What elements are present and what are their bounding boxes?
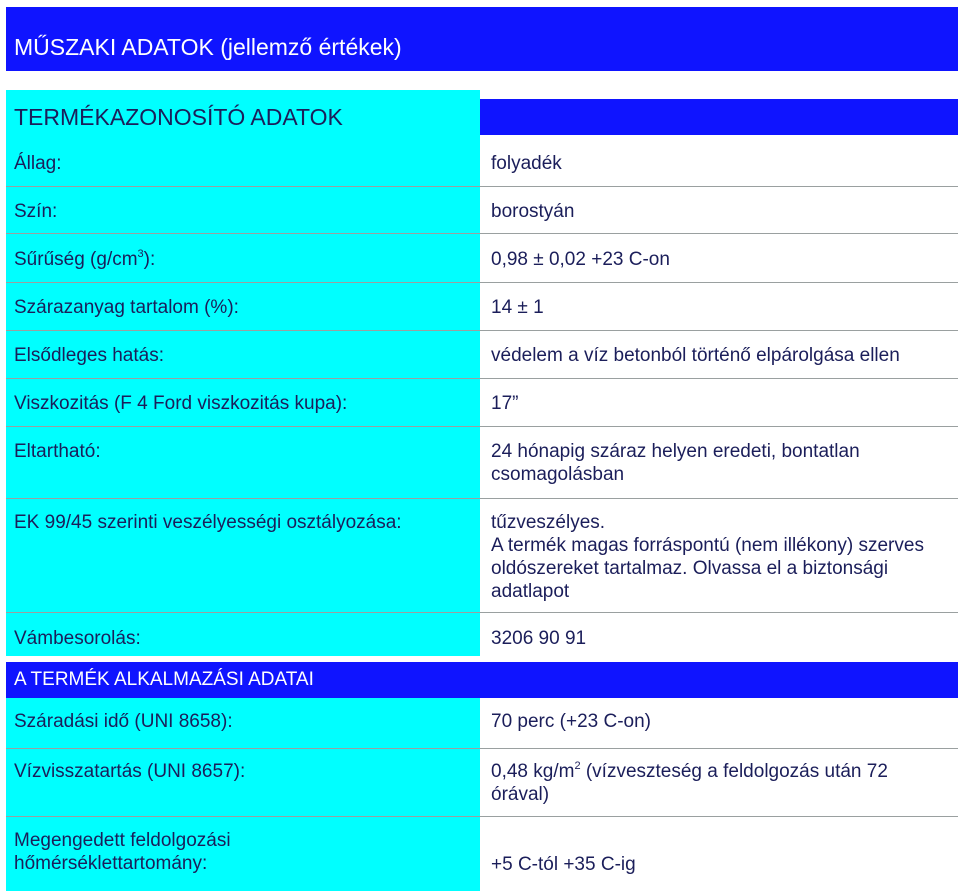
section1-band: [6, 99, 958, 135]
row-divider: [6, 233, 958, 234]
value-homerseklet: +5 C-tól +35 C-ig: [491, 854, 636, 875]
value-szaradasi: 70 perc (+23 C-on): [491, 711, 651, 732]
row-divider: [6, 612, 958, 613]
row-divider: [6, 748, 958, 749]
label-eltarthato: Eltartható:: [14, 441, 101, 462]
label-suruseg: Sűrűség $(g/cm^3)$:: [14, 248, 156, 270]
value-eltarthato: 24 hónapig száraz helyen eredeti, bontatlan csomagolásban: [491, 441, 860, 485]
row-divider: [6, 186, 958, 187]
value-vizvisszatartas: 0,48 $kg/m^2$ (vízveszteség a feldolgozás után 72 órával): [491, 760, 888, 805]
row-divider: [6, 426, 958, 427]
row-divider: [6, 378, 958, 379]
row-divider: [6, 330, 958, 331]
value-viszkozitas: 17”: [491, 393, 519, 414]
row-divider: [6, 498, 958, 499]
label-homerseklet: Megengedett feldolgozási hőmérséklettartomány:: [14, 830, 231, 874]
row-divider: [6, 816, 958, 817]
value-vambesorolas: 3206 90 91: [491, 628, 587, 649]
label-szin: Szín:: [14, 201, 58, 222]
value-hatas: védelem a víz betonból történő elpárolgása ellen: [491, 345, 900, 366]
value-szarazanyag: 14 ± 1: [491, 297, 544, 318]
section2-band: [6, 662, 958, 698]
label-column-identification: [6, 90, 480, 656]
value-suruseg: 0,98 ± 0,02 +23 C-on: [491, 249, 670, 270]
title-band: [6, 7, 958, 71]
value-szin: borostyán: [491, 201, 575, 222]
value-allag: folyadék: [491, 153, 562, 174]
label-hatas: Elsődleges hatás:: [14, 345, 164, 366]
row-divider: [6, 282, 958, 283]
label-szaradasi: Száradási idő (UNI 8658):: [14, 711, 233, 732]
section1-title: TERMÉKAZONOSÍTÓ ADATOK: [14, 104, 343, 130]
label-viszkozitas: Viszkozitás (F 4 Ford viszkozitás kupa):: [14, 393, 348, 414]
label-szarazanyag: Szárazanyag tartalom (%):: [14, 297, 239, 318]
label-vambesorolas: Vámbesorolás:: [14, 628, 141, 649]
label-veszelyesseg: EK 99/45 szerinti veszélyességi osztályozása:: [14, 512, 402, 533]
label-allag: Állag:: [14, 153, 62, 174]
value-veszelyesseg: tűzveszélyes. A termék magas forráspontú (nem illékony) szerves oldószereket tartalmaz. Olvassa el a biztonsági adatlapot: [491, 512, 924, 602]
section2-title: A TERMÉK ALKALMAZÁSI ADATAI: [14, 669, 314, 690]
page-title: MŰSZAKI ADATOK (jellemző értékek): [14, 34, 402, 60]
label-vizvisszatartas: Vízvisszatartás (UNI 8657):: [14, 761, 246, 782]
